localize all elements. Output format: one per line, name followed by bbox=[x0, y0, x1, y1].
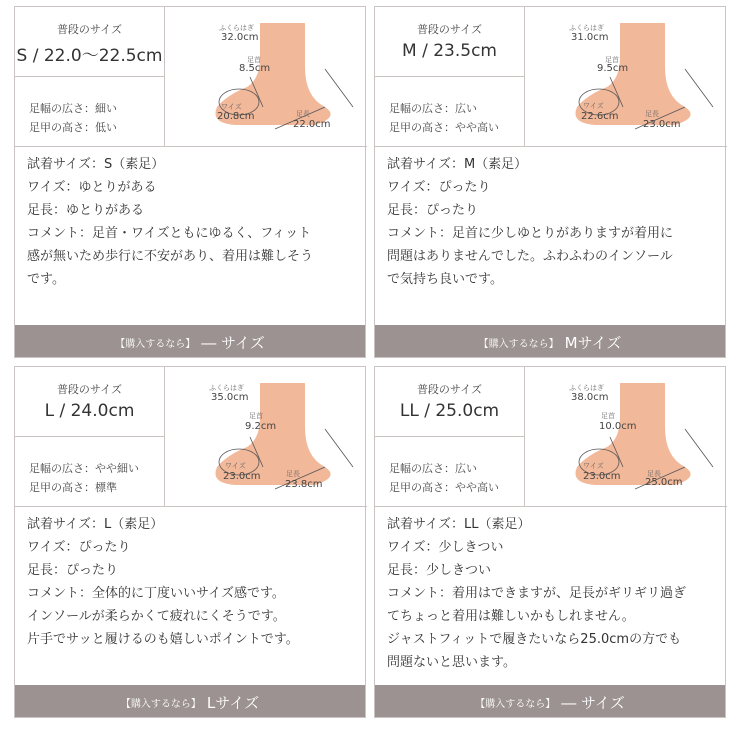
recommendation-prefix: 【購入するなら】 bbox=[115, 339, 196, 350]
review-line: コメント：足首・ワイズともにゆるく、フィット bbox=[27, 226, 312, 241]
usual-size-box bbox=[375, 7, 524, 77]
review-line: 問題はありませんでした。ふわふわのインソール bbox=[387, 249, 673, 264]
review-text bbox=[27, 513, 362, 651]
calf-value: 32.0cm bbox=[221, 32, 259, 43]
length-label: 足長 bbox=[286, 470, 300, 478]
review-line: インソールが柔らかくて疲れにくそうです。 bbox=[27, 609, 286, 624]
calf-label: ふくらはぎ bbox=[569, 24, 604, 32]
review-line: コメント：足首に少しゆとりがありますが着用に bbox=[387, 226, 674, 241]
usual-size-box bbox=[15, 7, 164, 77]
review-line: 足長：ゆとりがある bbox=[27, 203, 145, 218]
length-label: 足長 bbox=[647, 470, 661, 478]
foot-model-image bbox=[165, 367, 367, 506]
recommended-size: Lサイズ bbox=[206, 694, 260, 712]
foot-width-text: 足幅の広さ：広い bbox=[389, 462, 477, 475]
review-line: ワイズ：ぴったり bbox=[27, 540, 131, 555]
wise-label: ワイズ bbox=[583, 102, 604, 110]
instep-height-text: 足甲の高さ：標準 bbox=[29, 481, 117, 494]
ankle-label: 足首 bbox=[601, 412, 615, 420]
wise-label: ワイズ bbox=[583, 462, 604, 470]
usual-size-value: L / 24.0cm bbox=[44, 401, 135, 421]
review-line: ワイズ：ぴったり bbox=[387, 180, 491, 195]
foot-width-text: 足幅の広さ：細い bbox=[29, 102, 117, 115]
instep-height-text: 足甲の高さ：やや高い bbox=[389, 481, 499, 494]
usual-size-label: 普段のサイズ bbox=[56, 23, 123, 36]
foot-model-image bbox=[165, 7, 367, 146]
calf-value: 31.0cm bbox=[571, 32, 609, 43]
ankle-value: 8.5cm bbox=[239, 63, 271, 74]
length-value: 23.8cm bbox=[285, 479, 323, 490]
recommended-size: ― サイズ bbox=[561, 694, 625, 712]
review-line: 足長：少しきつい bbox=[387, 563, 492, 578]
review-text bbox=[27, 153, 362, 291]
ankle-label: 足首 bbox=[605, 56, 619, 64]
wise-value: 22.6cm bbox=[581, 111, 619, 122]
wise-label: ワイズ bbox=[225, 462, 246, 470]
wise-value: 23.0cm bbox=[223, 471, 261, 482]
calf-label: ふくらはぎ bbox=[209, 384, 244, 392]
size-card-l bbox=[14, 366, 366, 718]
foot-profile-box bbox=[375, 77, 524, 146]
recommendation-bar bbox=[15, 685, 365, 717]
review-line: 感が無いため歩行に不安があり、着用は難しそう bbox=[27, 249, 314, 264]
size-card-s bbox=[14, 6, 366, 358]
ankle-value: 9.5cm bbox=[597, 63, 629, 74]
usual-size-box bbox=[375, 367, 524, 437]
recommended-size: Mサイズ bbox=[564, 334, 622, 352]
calf-label: ふくらはぎ bbox=[569, 384, 604, 392]
calf-label: ふくらはぎ bbox=[219, 24, 254, 32]
review-line: コメント：着用はできますが、足長がギリギリ過ぎ bbox=[387, 586, 687, 601]
recommendation-prefix: 【購入するなら】 bbox=[120, 699, 201, 710]
review-line: ワイズ：少しきつい bbox=[387, 540, 504, 555]
size-card-m bbox=[374, 6, 726, 358]
review-line: てちょっと着用は難しいかもしれません。 bbox=[387, 609, 635, 624]
foot-profile-box bbox=[375, 437, 524, 506]
review-line: 試着サイズ：L（素足） bbox=[27, 517, 164, 532]
foot-profile-box bbox=[15, 437, 164, 506]
foot-illustration bbox=[525, 367, 727, 506]
foot-width-text: 足幅の広さ：広い bbox=[389, 102, 477, 115]
review-line: 足長：ぴったり bbox=[27, 563, 119, 578]
usual-size-value: M / 23.5cm bbox=[402, 41, 497, 61]
foot-model-image bbox=[525, 367, 727, 506]
length-value: 23.0cm bbox=[643, 119, 681, 130]
review-line: 試着サイズ：S（素足） bbox=[27, 157, 165, 172]
wise-value: 23.0cm bbox=[583, 471, 621, 482]
length-label: 足長 bbox=[296, 110, 310, 118]
review-line: 片手でサッと履けるのも嬉しいポイントです。 bbox=[27, 632, 299, 647]
instep-height-text: 足甲の高さ：低い bbox=[29, 121, 117, 134]
size-card-ll bbox=[374, 366, 726, 718]
usual-size-label: 普段のサイズ bbox=[416, 383, 483, 396]
wise-label: ワイズ bbox=[221, 103, 242, 111]
review-line: ジャストフィットで履きたいなら25.0cmの方でも bbox=[387, 632, 682, 647]
review-line: 試着サイズ：LL（素足） bbox=[387, 517, 531, 532]
review-line: 問題ないと思います。 bbox=[387, 655, 516, 670]
card-header bbox=[375, 7, 727, 147]
ankle-value: 9.2cm bbox=[245, 421, 277, 432]
length-value: 25.0cm bbox=[645, 477, 683, 488]
usual-size-label: 普段のサイズ bbox=[416, 23, 483, 36]
calf-value: 38.0cm bbox=[571, 392, 609, 403]
recommendation-bar bbox=[15, 325, 365, 357]
foot-width-text: 足幅の広さ：やや細い bbox=[29, 462, 139, 475]
review-line: ワイズ：ゆとりがある bbox=[27, 180, 157, 195]
length-label: 足長 bbox=[645, 110, 659, 118]
length-value: 22.0cm bbox=[293, 119, 331, 130]
review-line: で気持ち良いです。 bbox=[387, 272, 503, 287]
foot-illustration bbox=[165, 7, 367, 146]
review-line: 試着サイズ：M（素足） bbox=[387, 157, 528, 172]
calf-value: 35.0cm bbox=[211, 392, 249, 403]
foot-illustration bbox=[525, 7, 727, 146]
ankle-value: 10.0cm bbox=[599, 421, 637, 432]
card-header bbox=[15, 7, 367, 147]
recommended-size: ― サイズ bbox=[201, 334, 265, 352]
recommendation-prefix: 【購入するなら】 bbox=[475, 699, 556, 710]
review-text bbox=[387, 513, 722, 674]
review-line: 足長：ぴったり bbox=[387, 203, 479, 218]
usual-size-value: LL / 25.0cm bbox=[399, 401, 500, 421]
recommendation-bar bbox=[375, 685, 725, 717]
foot-illustration bbox=[165, 367, 367, 506]
recommendation-prefix: 【購入するなら】 bbox=[478, 339, 559, 350]
usual-size-value: S / 22.0〜22.5cm bbox=[16, 46, 163, 66]
recommendation-bar bbox=[375, 325, 725, 357]
review-line: です。 bbox=[27, 272, 65, 287]
card-header bbox=[375, 367, 727, 507]
ankle-label: 足首 bbox=[247, 56, 261, 64]
foot-profile-box bbox=[15, 77, 164, 146]
usual-size-box bbox=[15, 367, 164, 437]
wise-value: 20.8cm bbox=[217, 111, 255, 122]
review-text bbox=[387, 153, 722, 291]
review-line: コメント：全体的に丁度いいサイズ感です。 bbox=[27, 586, 285, 601]
card-header bbox=[15, 367, 367, 507]
foot-model-image bbox=[525, 7, 727, 146]
instep-height-text: 足甲の高さ：やや高い bbox=[389, 121, 499, 134]
usual-size-label: 普段のサイズ bbox=[56, 383, 123, 396]
ankle-label: 足首 bbox=[249, 412, 263, 420]
